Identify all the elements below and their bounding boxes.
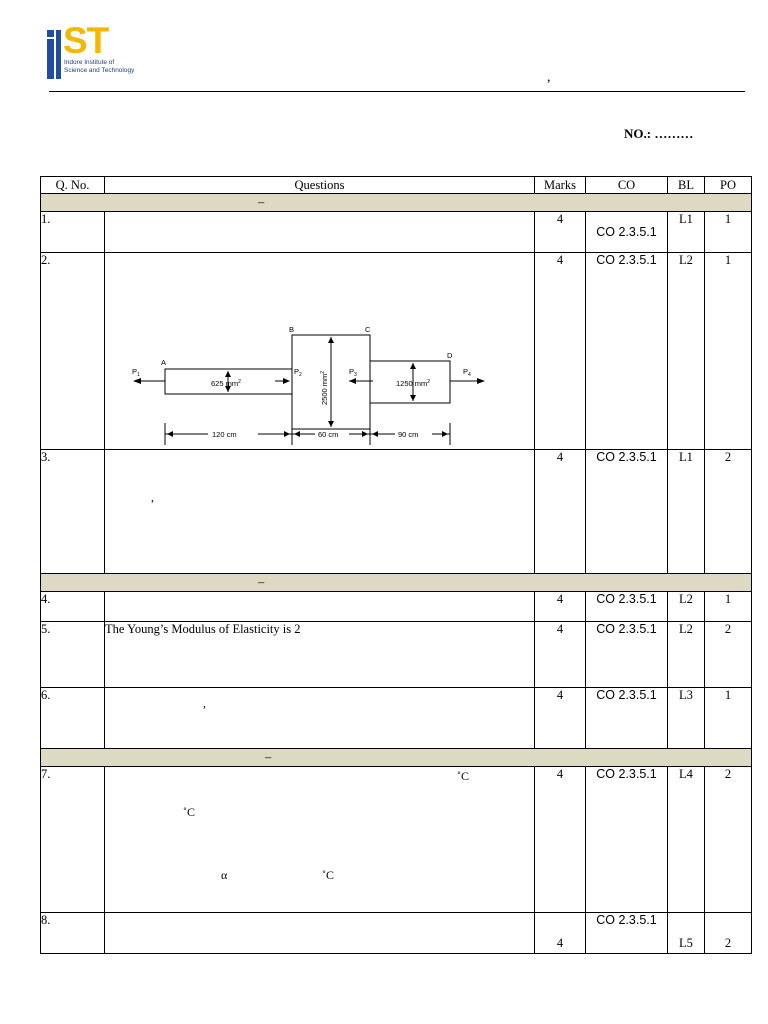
question-bl: L2: [668, 253, 705, 450]
question-cell: [105, 767, 535, 913]
question-bl: L5: [668, 913, 705, 954]
roll-number-label: NO.: ………: [624, 126, 694, 141]
question-po: 2: [705, 767, 752, 913]
table-row: [41, 688, 752, 749]
header-co: CO: [586, 177, 668, 194]
question-po: 1: [705, 688, 752, 749]
question-text: [105, 913, 535, 954]
question-co: CO 2.3.5.1: [586, 913, 668, 954]
load-p2: $P_2$: [294, 367, 302, 378]
temperature-unit: ˚C: [183, 805, 195, 819]
load-p1: $P_1$: [132, 367, 140, 378]
question-text: [105, 212, 535, 253]
area-1250: 1250 $mm^2$: [396, 379, 431, 388]
section-dash: –: [265, 750, 272, 764]
question-co: CO 2.3.5.1: [586, 592, 668, 622]
question-co: CO 2.3.5.1: [586, 253, 668, 450]
text-comma: ,: [203, 696, 206, 710]
question-bl: L3: [668, 688, 705, 749]
header-divider: [49, 91, 745, 92]
label-c: C: [365, 325, 371, 334]
label-b: B: [289, 325, 295, 334]
table-row: [41, 212, 752, 253]
question-marks: 4: [535, 253, 586, 450]
area-2500: 2500 $mm^2$: [320, 370, 329, 405]
question-number: 5.: [41, 622, 105, 688]
question-po: 1: [705, 253, 752, 450]
table-row: [41, 450, 752, 574]
table-row: [41, 913, 752, 954]
temperature-unit: ˚C: [322, 868, 334, 882]
table-header-row: [41, 177, 752, 194]
question-text: The Young’s Modulus of Elasticity is 2: [105, 622, 535, 688]
table-row: [41, 767, 752, 913]
logo-subtitle: Indore Institute of Science and Technology: [64, 59, 135, 74]
table-row: [41, 592, 752, 622]
question-po: 1: [705, 212, 752, 253]
length-60: 60 cm: [318, 430, 339, 439]
question-bl: L1: [668, 212, 705, 253]
logo-text: ST: [63, 20, 109, 61]
question-bl: L2: [668, 622, 705, 688]
question-marks: 4: [535, 212, 586, 253]
header-qno: Q. No.: [41, 177, 105, 194]
question-po: 2: [705, 622, 752, 688]
question-number: 2.: [41, 253, 105, 450]
section-dash: –: [258, 195, 265, 209]
header-comma: ,: [547, 70, 551, 85]
load-p3: $P_3$: [349, 367, 357, 378]
question-number: 4.: [41, 592, 105, 622]
question-marks: 4: [535, 592, 586, 622]
header-bl: BL: [668, 177, 705, 194]
question-co: CO 2.3.5.1: [586, 767, 668, 913]
alpha-symbol: α: [221, 868, 228, 882]
question-number: 1.: [41, 212, 105, 253]
question-bl: L4: [668, 767, 705, 913]
question-cell: [105, 253, 535, 450]
question-cell: [105, 688, 535, 749]
question-marks: 4: [535, 688, 586, 749]
question-marks: 4: [535, 913, 586, 954]
question-bl: L1: [668, 450, 705, 574]
question-po: 2: [705, 450, 752, 574]
institute-logo: [47, 20, 147, 82]
load-p4: $P_4$: [463, 367, 471, 378]
table-row: [41, 622, 752, 688]
section-row: [41, 574, 752, 592]
question-marks: 4: [535, 622, 586, 688]
section-dash: –: [258, 575, 265, 589]
stepped-bar-figure: [113, 323, 505, 448]
length-120: 120 cm: [212, 430, 237, 439]
question-co: CO 2.3.5.1: [586, 212, 668, 253]
area-625: 625 $mm^2$: [211, 379, 241, 388]
section-row: [41, 749, 752, 767]
header-questions: Questions: [105, 177, 535, 194]
question-number: 8.: [41, 913, 105, 954]
question-text: [105, 592, 535, 622]
header-po: PO: [705, 177, 752, 194]
question-po: 1: [705, 592, 752, 622]
label-d: D: [447, 351, 453, 360]
table-row: [41, 253, 752, 450]
question-number: 3.: [41, 450, 105, 574]
question-co: CO 2.3.5.1: [586, 688, 668, 749]
header-marks: Marks: [535, 177, 586, 194]
question-cell: [105, 450, 535, 574]
question-co: CO 2.3.5.1: [586, 450, 668, 574]
question-co: CO 2.3.5.1: [586, 622, 668, 688]
question-number: 6.: [41, 688, 105, 749]
temperature-unit: ˚C: [457, 769, 469, 783]
question-table: [40, 176, 752, 954]
question-marks: 4: [535, 450, 586, 574]
label-a: A: [161, 358, 167, 367]
question-po: 2: [705, 913, 752, 954]
question-bl: L2: [668, 592, 705, 622]
question-marks: 4: [535, 767, 586, 913]
question-number: 7.: [41, 767, 105, 913]
text-comma: ,: [151, 490, 154, 504]
section-row: [41, 194, 752, 212]
length-90: 90 cm: [398, 430, 419, 439]
